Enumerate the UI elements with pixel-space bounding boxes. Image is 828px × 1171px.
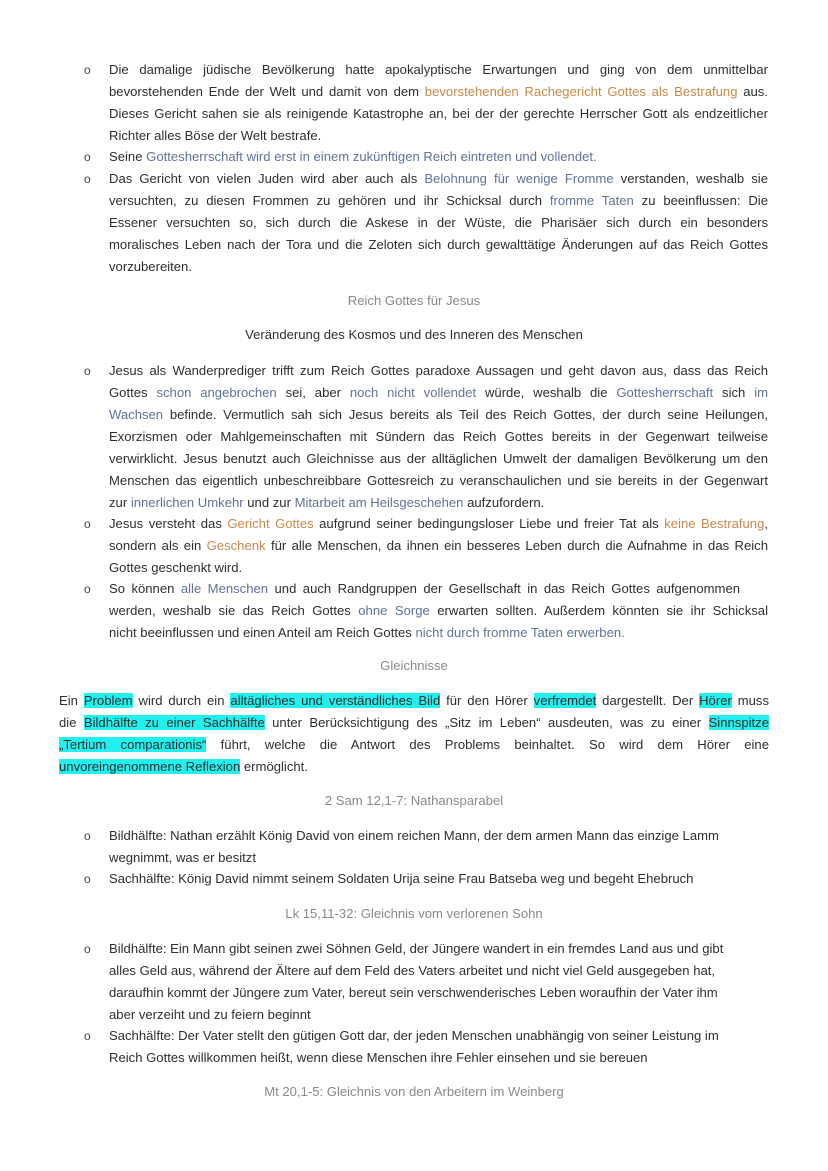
keyword-blue: Belohnung für wenige Fromme <box>424 171 614 186</box>
text-line: zur innerlichen Umkehr und zur Mitarbeit am Heilsgeschehen aufzufordern. <box>109 495 545 510</box>
highlight: Hörer <box>699 693 732 708</box>
text-line: versuchten, zu diesen Frommen zu gehören und ihr Schicksal durch fromme Taten zu beeinflussen: Die <box>109 193 768 208</box>
keyword-blue: noch nicht vollendet <box>349 385 477 400</box>
list-bullet: o <box>84 1029 91 1043</box>
text-line: Seine Gottesherrschaft wird erst in einem zukünftigen Reich eintreten und vollendet. <box>109 149 597 164</box>
highlight: verfremdet <box>533 693 597 708</box>
keyword-orange: keine Bestrafung <box>664 516 765 531</box>
text-line: So können alle Menschen und auch Randgruppen der Gesellschaft in das Reich Gottes aufgenommen <box>109 581 741 596</box>
section-subheading: Veränderung des Kosmos und des Inneren des Menschen <box>245 327 583 342</box>
text-line: Dieses Gericht sahen sie als reinigende Katastrophe an, bei der der gerechte Herrscher Gott als endzeitlicher <box>109 106 768 121</box>
keyword-blue: alle Menschen <box>180 581 269 596</box>
text-line: Ein Problem wird durch ein alltägliches und verständliches Bild für den Hörer verfremdet dargestellt. Der Hörer muss <box>59 693 770 708</box>
keyword-blue: Mitarbeit am Heilsgeschehen <box>294 495 464 510</box>
list-bullet: o <box>84 150 91 164</box>
text-line: Exorzismen oder Mahlgemeinschaften mit Sündern das Reich Gottes bereits in der Gegenwart teilweise <box>109 429 768 444</box>
section-heading-reich-gottes: Reich Gottes für Jesus <box>347 293 481 308</box>
list-bullet: o <box>84 829 91 843</box>
text-line: Gottes geschenkt wird. <box>109 560 243 575</box>
keyword-orange: bevorstehenden Rachegericht Gottes als Bestrafung <box>424 84 738 99</box>
text-line: Wachsen befinde. Vermutlich sah sich Jesus bereits als Teil des Reich Gottes, der durch seine Heilungen, <box>109 407 768 422</box>
text-line: Essener versuchten so, sich durch die Askese in der Wüste, die Pharisäer sich durch ein besonders <box>109 215 768 230</box>
text-line: Sachhälfte: Der Vater stellt den gütigen Gott dar, der jeden Menschen unabhängig von seiner Leistung im <box>109 1028 719 1043</box>
keyword-orange: Geschenk <box>206 538 266 553</box>
highlight: alltägliches und verständliches Bild <box>230 693 441 708</box>
highlight: Sinnspitze <box>708 715 769 730</box>
text-line: bevorstehenden Ende der Welt und damit von dem bevorstehenden Rachegericht Gottes als Bestrafung aus. <box>109 84 768 99</box>
list-bullet: o <box>84 582 91 596</box>
keyword-blue: im <box>754 385 769 400</box>
text-line: „Tertium comparationis“ führt, welche die Antwort des Problems beinhaltet. So wird dem Hörer eine <box>59 737 769 752</box>
text-line: werden, weshalb sie das Reich Gottes ohne Sorge erwarten sollten. Außerdem könnten sie ihr Schicksal <box>109 603 768 618</box>
text-line: Gottes schon angebrochen sei, aber noch nicht vollendet würde, weshalb die Gottesherrschaft sich im <box>109 385 769 400</box>
keyword-blue: innerlichen Umkehr <box>130 495 244 510</box>
text-line: daraufhin kommt der Jüngere zum Vater, bereut sein verschwenderisches Leben woraufhin der Vater ihm <box>109 985 718 1000</box>
keyword-blue: schon angebrochen <box>156 385 277 400</box>
text-line: Die damalige jüdische Bevölkerung hatte apokalyptische Erwartungen und ging von dem unmittelbar <box>109 62 768 77</box>
list-bullet: o <box>84 63 91 77</box>
list-bullet: o <box>84 517 91 531</box>
text-line: wegnimmt, was er besitzt <box>109 850 256 865</box>
text-line: nicht beeinflussen und einen Anteil am Reich Gottes nicht durch fromme Taten erwerben. <box>109 625 625 640</box>
text-line: moralisches Leben nach der Tora und die Zeloten sich durch gewalttätige Änderungen auf das Reich Gottes <box>109 237 768 252</box>
highlight: „Tertium comparationis“ <box>59 737 207 752</box>
keyword-blue: Gottesherrschaft <box>616 385 714 400</box>
text-line: vorzubereiten. <box>109 259 192 274</box>
highlight: Bildhälfte zu einer Sachhälfte <box>83 715 265 730</box>
text-line: unvoreingenommene Reflexion ermöglicht. <box>59 759 308 774</box>
text-line: sondern als ein Geschenk für alle Menschen, da ihnen ein besseres Leben durch die Aufnahme in das Reich <box>109 538 768 553</box>
text-line: verwirklicht. Jesus benutzt auch Gleichnisse aus der alltäglichen Umwelt der damaligen Bevölkerung um den <box>109 451 768 466</box>
text-line: Jesus versteht das Gericht Gottes aufgrund seiner bedingungsloser Liebe und freier Tat als keine Bestrafung, <box>109 516 768 531</box>
list-bullet: o <box>84 942 91 956</box>
keyword-blue: Gottesherrschaft wird erst in einem zukünftigen Reich eintreten und vollendet. <box>146 149 597 164</box>
text-line: alles Geld aus, während der Ältere auf dem Feld des Vaters arbeitet und nicht viel Geld ausgegeben hat, <box>109 963 716 978</box>
highlight: unvoreingenommene Reflexion <box>59 759 241 774</box>
list-bullet: o <box>84 172 91 186</box>
section-heading-gleichnisse: Gleichnisse <box>380 658 448 673</box>
list-bullet: o <box>84 364 91 378</box>
text-line: Jesus als Wanderprediger trifft zum Reich Gottes paradoxe Aussagen und geht davon aus, dass das Reich <box>109 363 768 378</box>
text-line: Bildhälfte: Nathan erzählt König David von einem reichen Mann, der dem armen Mann das einzige Lamm <box>109 828 719 843</box>
text-line: Richter alles Böse der Welt bestrafe. <box>109 128 322 143</box>
section-heading-nathansparabel: 2 Sam 12,1-7: Nathansparabel <box>324 793 504 808</box>
text-line: Das Gericht von vielen Juden wird aber auch als Belohnung für wenige Fromme verstanden, weshalb sie <box>109 171 768 186</box>
text-line: Menschen das eigentlich unbeschreibbare Gottesreich zu veranschaulichen und sie bereits in der Gegenwart <box>109 473 768 488</box>
text-line: aber verzeiht und zu feiern beginnt <box>109 1007 311 1022</box>
keyword-blue: nicht durch fromme Taten erwerben. <box>415 625 625 640</box>
text-line: die Bildhälfte zu einer Sachhälfte unter Berücksichtigung des „Sitz im Leben“ ausdeuten, was zu einer Sinnspitze <box>59 715 769 730</box>
keyword-blue: ohne Sorge <box>358 603 430 618</box>
highlight: Problem <box>83 693 133 708</box>
keyword-blue: Wachsen <box>109 407 164 422</box>
keyword-blue: fromme Taten <box>549 193 634 208</box>
keyword-orange: Gericht Gottes <box>227 516 314 531</box>
text-line: Sachhälfte: König David nimmt seinem Soldaten Urija seine Frau Batseba weg und begeht Ehebruch <box>109 871 694 886</box>
text-line: Bildhälfte: Ein Mann gibt seinen zwei Söhnen Geld, der Jüngere wandert in ein fremdes Land aus und gibt <box>109 941 724 956</box>
section-heading-weinberg: Mt 20,1-5: Gleichnis von den Arbeitern im Weinberg <box>264 1084 564 1099</box>
list-bullet: o <box>84 872 91 886</box>
text-line: Reich Gottes willkommen heißt, wenn diese Menschen ihre Fehler einsehen und sie bereuen <box>109 1050 648 1065</box>
section-heading-verlorener-sohn: Lk 15,11-32: Gleichnis vom verlorenen Sohn <box>285 906 543 921</box>
